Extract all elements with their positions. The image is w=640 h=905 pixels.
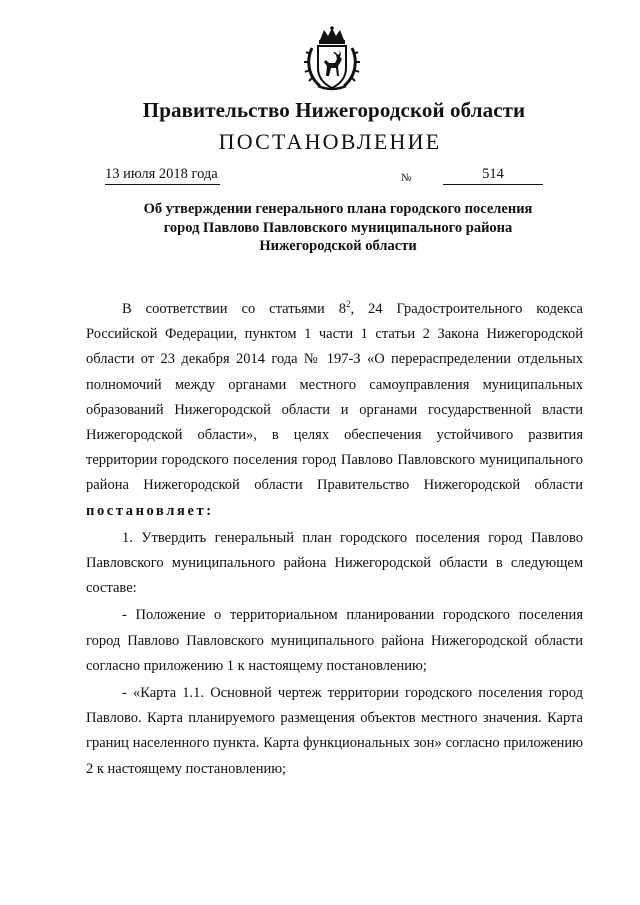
decree-word: постановляет: xyxy=(86,502,214,519)
number-label: № xyxy=(401,172,412,184)
document-type: ПОСТАНОВЛЕНИЕ xyxy=(218,129,442,154)
coat-of-arms-icon xyxy=(302,26,362,92)
preamble-paragraph: В соответствии со статьями $8^2$, 24 Градостроительного кодекса Российской Федерации, пунктом 1 части 1 статьи 2 Закона Нижегородской области от 23 декабря 2014 года № 197-З «О перераспределении отдельных полномочий между органами местного самоуправления муниципальных образований Нижегородской области и органами государственной власти Нижегородской области», в целях обеспечения устойчивого развития территории городского поселения город Павлово Павловского муниципального района Нижегородской области Правительство Нижегородской области постановляет: xyxy=(86,299,583,519)
government-name: Правительство Нижегородской области xyxy=(142,98,526,122)
clause-paragraph: 1. Утвердить генеральный план городского поселения город Павлово Павловского муниципального района Нижегородской области в следующем составе: xyxy=(86,529,583,597)
subject-line: Об утверждении генерального плана городского поселения xyxy=(143,201,533,217)
list-item: - «Карта 1.1. Основной чертеж территории городского поселения город Павлово. Карта планируемого размещения объектов местного значения. Карта границ населенного пункта. Карта функциональных зон» согласно приложению 2 к настоящему постановлению; xyxy=(86,685,583,777)
list-item: - Положение о территориальном планировании городского поселения город Павлово Павловского муниципального района Нижегородской области согласно приложению 1 к настоящему постановлению; xyxy=(86,607,583,674)
document-subject xyxy=(0,200,640,256)
document-number: 514 xyxy=(443,166,543,185)
document-body xyxy=(86,297,583,782)
subject-line: Нижегородской области xyxy=(259,238,417,254)
subject-line: город Павлово Павловского муниципального района xyxy=(163,219,513,236)
document-date: 13 июля 2018 года xyxy=(105,166,220,185)
